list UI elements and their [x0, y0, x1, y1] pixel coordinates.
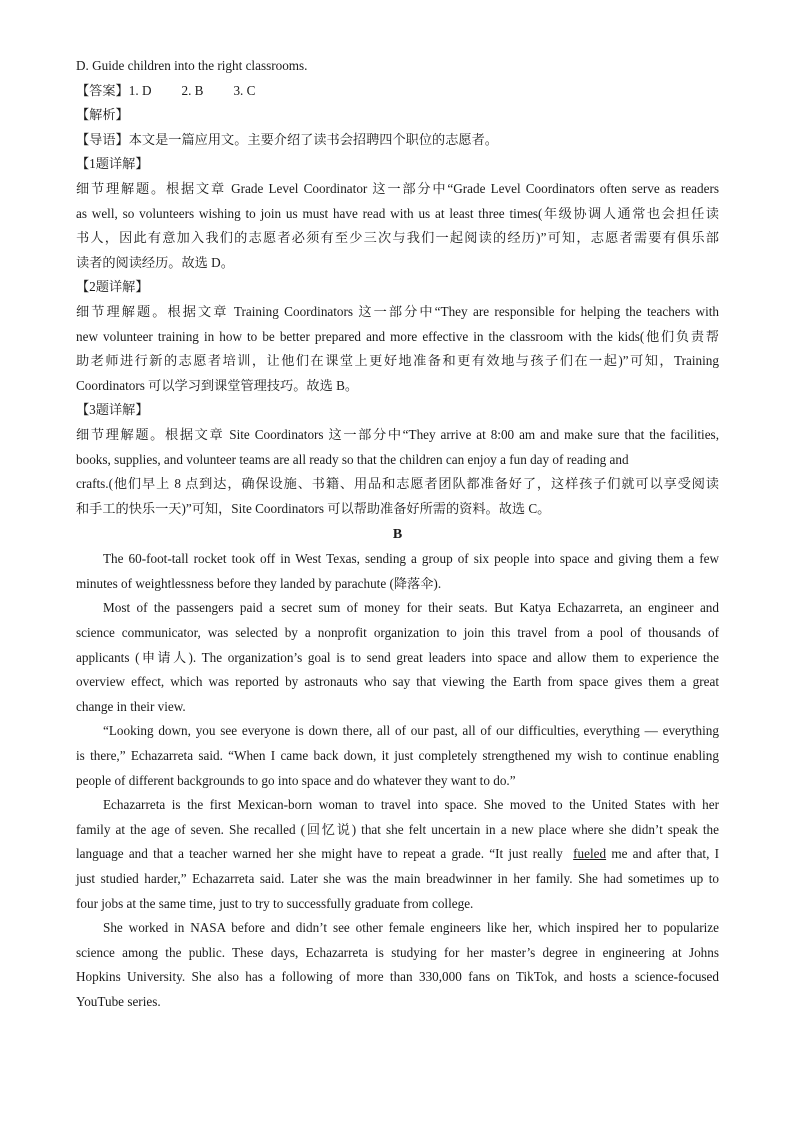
q1-label: 【1题详解】 — [76, 156, 149, 172]
paragraph-line: overview effect, which was reported by astronauts who say that viewing the Earth from space gives them a great — [76, 674, 719, 690]
paragraph-line: science among the public. These days, Echazarreta is studying for her master’s degree in engineering at Johns — [76, 944, 719, 960]
q2-line: 细节理解题。根据文章 Training Coordinators 这一部分中“They are responsible for helping the teachers with — [76, 303, 719, 319]
q2-line: 助老师进行新的志愿者培训，让他们在课堂上更好地准备和更有效地与孩子们在一起)”可知，Training — [76, 353, 719, 369]
option-d: D. Guide children into the right classrooms. — [76, 58, 308, 73]
answer-1: 1. D — [128, 82, 152, 98]
paragraph-line: change in their view. — [76, 698, 186, 714]
q3-line: books, supplies, and volunteer teams are all ready so that the children can enjoy a fun day of reading and — [76, 451, 629, 467]
q2-line: new volunteer training in how to be better prepared and more effective in the classroom with the kids(他们负责帮 — [76, 328, 719, 344]
paragraph-line: Hopkins University. She also has a following of more than 330,000 fans on TikTok, and hosts a science-focused — [76, 969, 719, 985]
text-segment: me and after that, I — [611, 846, 720, 862]
q3-line: 细节理解题。根据文章 Site Coordinators 这一部分中“They arrive at 8:00 am and make sure that the facilities, — [76, 426, 719, 442]
paragraph-line — [76, 842, 719, 867]
answer-3: 3. C — [233, 82, 256, 98]
q1-line: 书人，因此有意加入我们的志愿者必须有至少三次与我们一起阅读的经历)”可知，志愿者需要有俱乐部 — [76, 230, 719, 246]
paragraph-line: Echazarreta is the first Mexican-born woman to travel into space. She moved to the United States with her — [103, 797, 719, 813]
q3-line: 和手工的快乐一天)”可知，Site Coordinators 可以帮助准备好所需的资料。故选 C。 — [76, 500, 551, 516]
paragraph-line: family at the age of seven. She recalled (回忆说) that she felt uncertain in a new place where she didn’t speak the — [76, 821, 719, 837]
paragraph-line: YouTube series. — [76, 993, 161, 1009]
analysis-label: 【解析】 — [76, 107, 129, 123]
answer-2: 2. B — [181, 82, 204, 98]
paragraph-line: The 60-foot-tall rocket took off in West Texas, sending a group of six people into space and giving them a few — [103, 551, 719, 567]
q1-line: 读者的阅读经历。故选 D。 — [76, 254, 234, 270]
paragraph-line: is there,” Echazarreta said. “When I came back down, it just completely strengthened my wish to continue enabling — [76, 748, 719, 764]
underlined-word-fueled: fueled — [573, 846, 607, 862]
q2-label: 【2题详解】 — [76, 279, 149, 295]
paragraph-line: just studied harder,” Echazarreta said. Later she was the main breadwinner in her family. She had sometimes up to — [76, 871, 719, 886]
paragraph-line: science communicator, was selected by a nonprofit organization to join this travel from a pool of thousands of — [76, 625, 719, 641]
paragraph-line: applicants (申请人). The organization’s goal is to send great leaders into space and allow them to experience the — [76, 649, 719, 665]
q2-line: Coordinators 可以学习到课堂管理技巧。故选 B。 — [76, 377, 359, 393]
intro-line: 【导语】本文是一篇应用文。主要介绍了读书会招聘四个职位的志愿者。 — [76, 131, 498, 147]
q3-line: crafts.(他们早上 8 点到达，确保设施、书籍、用品和志愿者团队都准备好了，这样孩子们就可以享受阅读 — [76, 476, 719, 492]
paragraph-line: She worked in NASA before and didn’t see other female engineers like her, which inspired her to popularize — [103, 920, 719, 936]
section-heading-b: B — [392, 527, 403, 543]
paragraph-line: “Looking down, you see everyone is down there, all of our past, all of our difficulties, everything — everything — [103, 723, 719, 739]
paragraph-line: people of different backgrounds to go into space and do whatever they want to do.” — [76, 772, 516, 788]
paragraph-line: four jobs at the same time, just to try to successfully graduate from college. — [76, 895, 474, 911]
q1-line: 细节理解题。根据文章 Grade Level Coordinator 这一部分中“Grade Level Coordinators often serve as readers — [76, 180, 719, 196]
document-page — [76, 54, 719, 1015]
q1-line: as well, so volunteers wishing to join us must have read with us at least three times(年级协调人通常也会担任读 — [76, 205, 719, 221]
q3-label: 【3题详解】 — [76, 402, 149, 418]
answer-label: 【答案】 — [76, 82, 129, 98]
paragraph-line: Most of the passengers paid a secret sum of money for their seats. But Katya Echazarreta, an engineer and — [103, 600, 719, 616]
text-segment: language and that a teacher warned her she might have to repeat a grade. “It just really — [76, 846, 563, 862]
paragraph-line: minutes of weightlessness before they landed by parachute (降落伞). — [76, 575, 442, 591]
answer-line — [76, 79, 719, 104]
